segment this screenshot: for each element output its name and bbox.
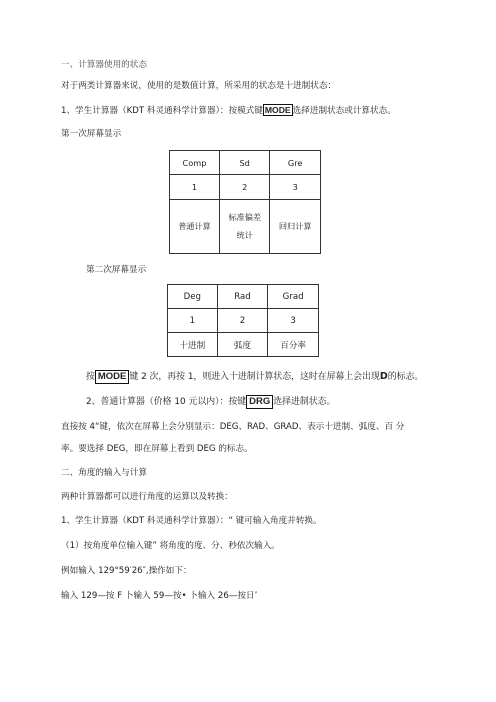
- table2-cell: 2: [217, 309, 268, 333]
- ordinary-note-line1: 直接按 4“键，依次在屏幕上会分别显示：DEG、RAD、GRAD、表示十进制、弧度、百 分: [61, 422, 405, 432]
- mode-table-first-screen: [169, 150, 321, 254]
- section2-example: 例如输入 129°59′26″,操作如下：: [61, 566, 192, 576]
- ordinary-line-prefix: 2、普通计算器（价格 10 元以内）：按键: [86, 397, 247, 407]
- table2-cell: Rad: [217, 285, 268, 309]
- ordinary-line-suffix: 选择进制状态。: [273, 397, 336, 407]
- student-line-prefix: 1、学生计算器（KDT 科灵通科学计算器）：按模式键: [61, 106, 263, 116]
- table1-cell: Comp: [170, 151, 220, 175]
- table1-cell: 回归计算: [270, 200, 321, 254]
- mode-press-note: [86, 370, 423, 384]
- mode-key-large: MODE: [95, 370, 130, 384]
- student-line-suffix: 选择进制状态或计算状态。: [292, 106, 396, 116]
- mode-note-prefix: 按: [86, 372, 95, 382]
- first-screen-label: 第一次屏幕显示: [61, 129, 122, 139]
- section2-operations: 输入 129—按 F 卜输入 59—按• 卜输入 26—按日’: [61, 591, 258, 601]
- section1-intro: 对于两类计算器来说，使用的是数值计算，所采用的状态是十进制状态：: [61, 81, 337, 91]
- section2-student-line: 1、学生计算器（KDT 科灵通科学计算器）：“ 键可输入角度并转换。: [61, 516, 322, 526]
- ordinary-calculator-line: [86, 395, 335, 409]
- table2-cell: 十进制: [168, 333, 218, 357]
- d-flag: D: [379, 371, 388, 382]
- mode-table-second-screen: [167, 284, 319, 357]
- table2-cell: 3: [268, 309, 319, 333]
- table2-cell: 百分率: [268, 333, 319, 357]
- table2-cell: 弧度: [217, 333, 268, 357]
- student-calculator-line: [61, 104, 396, 117]
- table2-cell: 1: [168, 309, 218, 333]
- section2-step1: （1）按角度单位输入键” 将角度的度、分、秒依次输入。: [61, 541, 280, 551]
- table1-cell: Gre: [270, 151, 321, 175]
- ordinary-note-line2: 率。要选择 DEG，即在屏幕上看到 DEG 的标志。: [61, 444, 253, 454]
- mode-key: MODE: [264, 105, 291, 115]
- section2-title: 二、角度的输入与计算: [61, 468, 147, 478]
- table1-cell: Sd: [219, 151, 269, 175]
- drg-key: DRG: [246, 395, 273, 409]
- table1-cell: 普通计算: [170, 200, 220, 254]
- section1-title: 一、计算器使用的状态: [61, 60, 147, 70]
- table1-cell: 2: [219, 175, 269, 200]
- mode-note-suffix: 的标志。: [387, 372, 424, 382]
- mode-note-text: 键 2 次，再按 1，则进入十进制计算状态，这时在屏幕上会出现: [129, 372, 380, 382]
- second-screen-label: 第二次屏幕显示: [86, 265, 147, 275]
- table2-cell: Deg: [168, 285, 218, 309]
- table2-cell: Grad: [268, 285, 319, 309]
- section2-intro: 两种计算器都可以进行角度的运算以及转换：: [61, 492, 233, 502]
- table1-cell: 3: [270, 175, 321, 200]
- table1-cell: 1: [170, 175, 220, 200]
- table1-cell: 标准偏差 统计: [219, 200, 269, 254]
